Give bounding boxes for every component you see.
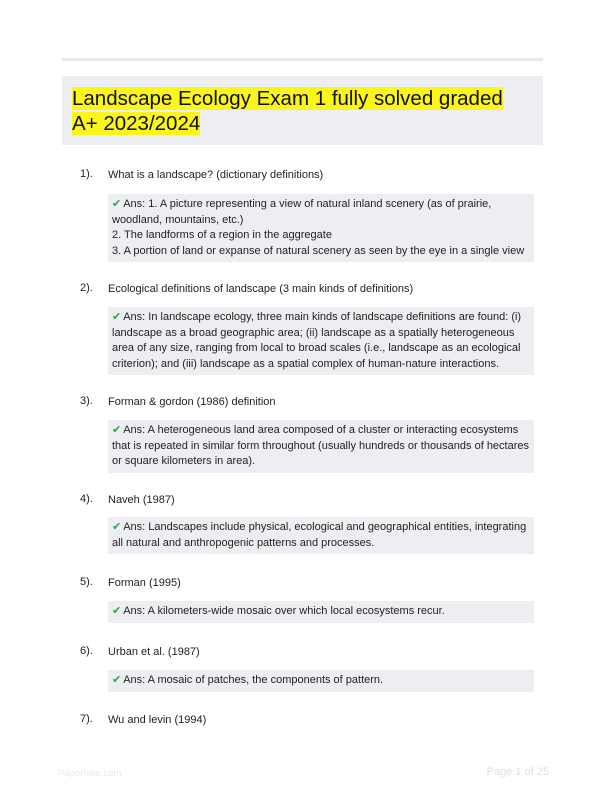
answer-text: Ans: A mosaic of patches, the components of pattern. — [123, 674, 384, 686]
answer-text: Ans: In landscape ecology, three main kinds of landscape definitions are found: (i) landscape as a broad geographic area; (ii) landscape as a spatially heterogeneous area of any size, ranging from local to broad scales (i.e., landscape as an ecological criterion); and (iii) landscape as a spatial complex of human-nature interactions. — [112, 311, 522, 370]
question-text: Ecological definitions of landscape (3 main kinds of definitions) — [108, 283, 414, 295]
check-icon: ✔ — [112, 605, 122, 617]
answer-text: Ans: A heterogeneous land area composed of a cluster or interacting ecosystems that is repeated in similar form throughout (usually hundreds or thousands of hectares or square kilometers in area). — [112, 424, 530, 467]
question-number: 2). — [80, 282, 93, 294]
page-title-text: Landscape Ecology Exam 1 fully solved graded A+ 2023/2024 — [72, 87, 503, 135]
question-text: Forman (1995) — [108, 577, 181, 589]
check-icon: ✔ — [112, 674, 122, 686]
question-text: Wu and levin (1994) — [108, 714, 207, 726]
footer-site-watermark: Paperfolio.com — [58, 768, 122, 779]
check-icon: ✔ — [112, 424, 122, 436]
answer-box — [108, 601, 534, 623]
answer-text: 2. The landforms of a region in the aggregate — [112, 229, 332, 241]
question-text: Naveh (1987) — [108, 494, 175, 506]
question-number: 1). — [80, 168, 93, 180]
question-number: 7). — [80, 713, 93, 725]
title-banner — [62, 76, 543, 145]
question-number: 3). — [80, 395, 93, 407]
answer-text: 3. A portion of land or expanse of natural scenery as seen by the eye in a single view — [112, 244, 525, 257]
check-icon: ✔ — [112, 311, 122, 323]
page-number: Page 1 of 25 — [486, 766, 549, 778]
check-icon: ✔ — [112, 198, 122, 210]
question-number: 5). — [80, 576, 93, 588]
answer-box — [108, 194, 534, 262]
question-text: Urban et al. (1987) — [108, 646, 200, 658]
answer-text: Ans: A kilometers-wide mosaic over which local ecosystems recur. — [123, 605, 445, 617]
top-divider — [62, 58, 543, 61]
answer-text: Ans: 1. A picture representing a view of natural inland scenery (as of prairie, woodland, mountains, etc.) — [112, 198, 492, 226]
answer-box — [108, 307, 534, 375]
check-icon: ✔ — [112, 521, 122, 533]
question-number: 4). — [80, 493, 93, 505]
answer-box — [108, 517, 534, 554]
page-title — [72, 86, 532, 136]
question-number: 6). — [80, 645, 93, 657]
answer-box — [108, 670, 534, 692]
answer-text: Ans: Landscapes include physical, ecological and geographical entities, integrating all natural and anthropogenic patterns and processes. — [112, 521, 527, 549]
answer-box — [108, 420, 534, 473]
question-text: What is a landscape? (dictionary definitions) — [108, 169, 324, 181]
question-text: Forman & gordon (1986) definition — [108, 396, 276, 408]
